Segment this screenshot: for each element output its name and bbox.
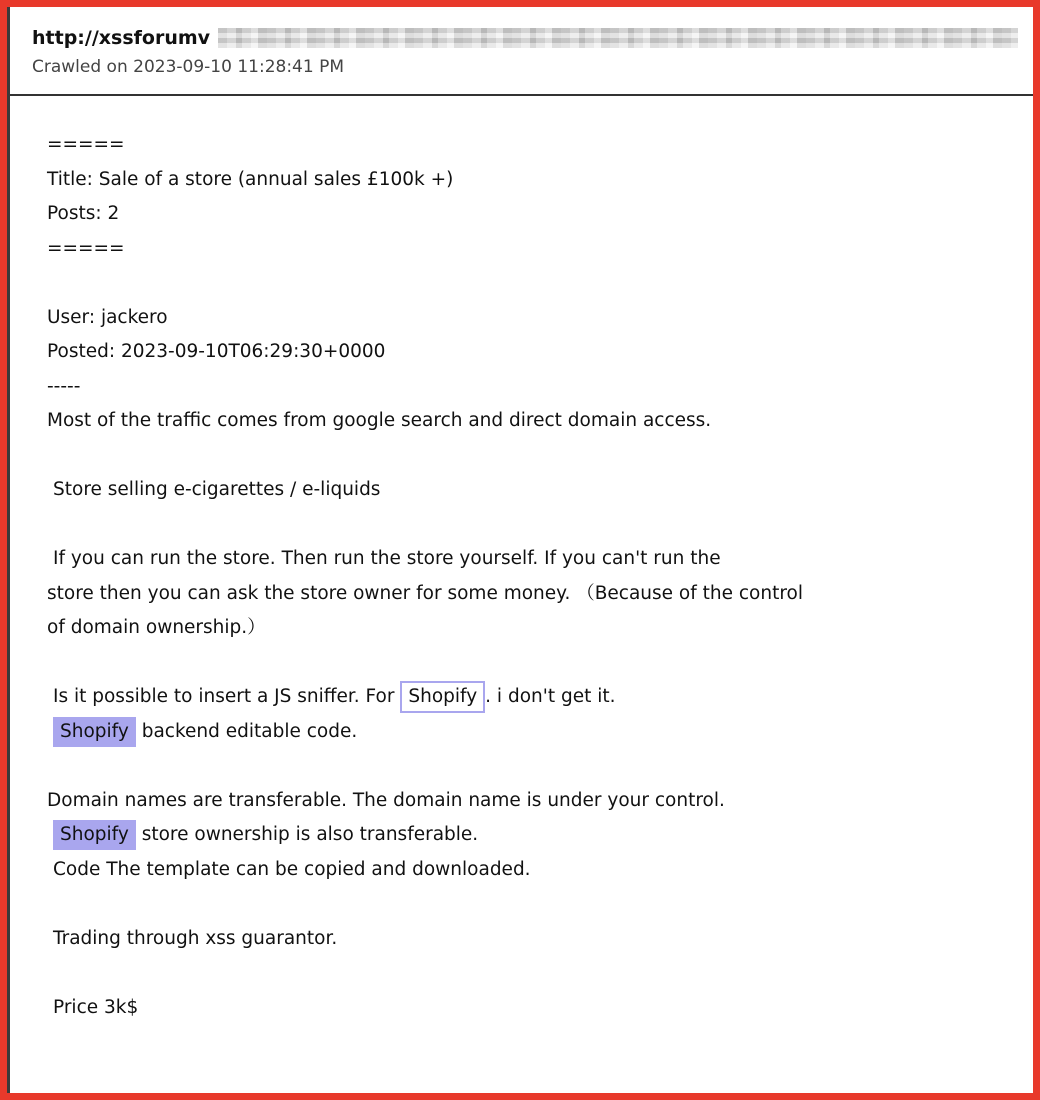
sniffer-text-c: backend editable code. [141,720,358,742]
post-paragraph-sniffer-line-2 [47,715,1007,750]
post-paragraph-run-line-3: of domain ownership.） [47,617,266,638]
post-paragraph-traffic: Most of the traffic comes from google search and direct domain access. [47,410,712,431]
post-paragraph-domain-line-3: Code The template can be copied and downloaded. [53,858,531,880]
post-divider: ----- [47,375,81,397]
redacted-url-blur [218,28,1018,48]
spacer [47,508,1007,543]
post-paragraph-domain-line-2 [47,818,1007,853]
spacer [47,887,1007,922]
separator-bottom: ===== [47,237,125,259]
domain-text-b: store ownership is also transferable. [141,824,479,845]
spacer [47,749,1007,784]
spacer [47,956,1007,991]
spacer [47,266,1007,301]
post-body [47,128,1007,1025]
thread-post-count: Posts: 2 [47,203,120,224]
page-header [10,7,1033,96]
url-line [32,25,1022,51]
post-paragraph-price: Price 3k$ [53,996,139,1018]
crawl-timestamp: Crawled on 2023-09-10 11:28:41 PM [32,57,345,77]
post-paragraph-guarantor: Trading through xss guarantor. [53,927,338,949]
post-user: User: jackero [47,306,168,328]
sniffer-text-b: . i don't get it. [485,686,616,707]
post-date: Posted: 2023-09-10T06:29:30+0000 [47,341,386,362]
spacer [47,646,1007,681]
shopify-highlight-outlined[interactable]: Shopify [400,681,485,713]
left-rule [7,7,10,1093]
shopify-highlight-filled[interactable]: Shopify [53,717,136,747]
post-paragraph-run-line-1: If you can run the store. Then run the store yourself. If you can't run the [53,548,721,569]
post-paragraph-domain-line-1: Domain names are transferable. The domain name is under your control. [47,789,725,811]
page-url[interactable]: http://xssforumv [32,27,211,49]
post-paragraph-run-line-2: store then you can ask the store owner for some money. （Because of the control [47,582,804,604]
separator-top: ===== [47,134,125,155]
spacer [47,439,1007,474]
post-paragraph-sniffer-line-1 [47,680,1007,715]
post-paragraph-store: Store selling e-cigarettes / e-liquids [53,479,381,500]
shopify-highlight-filled[interactable]: Shopify [53,820,136,850]
thread-title: Title: Sale of a store (annual sales £100k +) [47,168,454,190]
sniffer-text-a: Is it possible to insert a JS sniffer. For [53,686,395,707]
